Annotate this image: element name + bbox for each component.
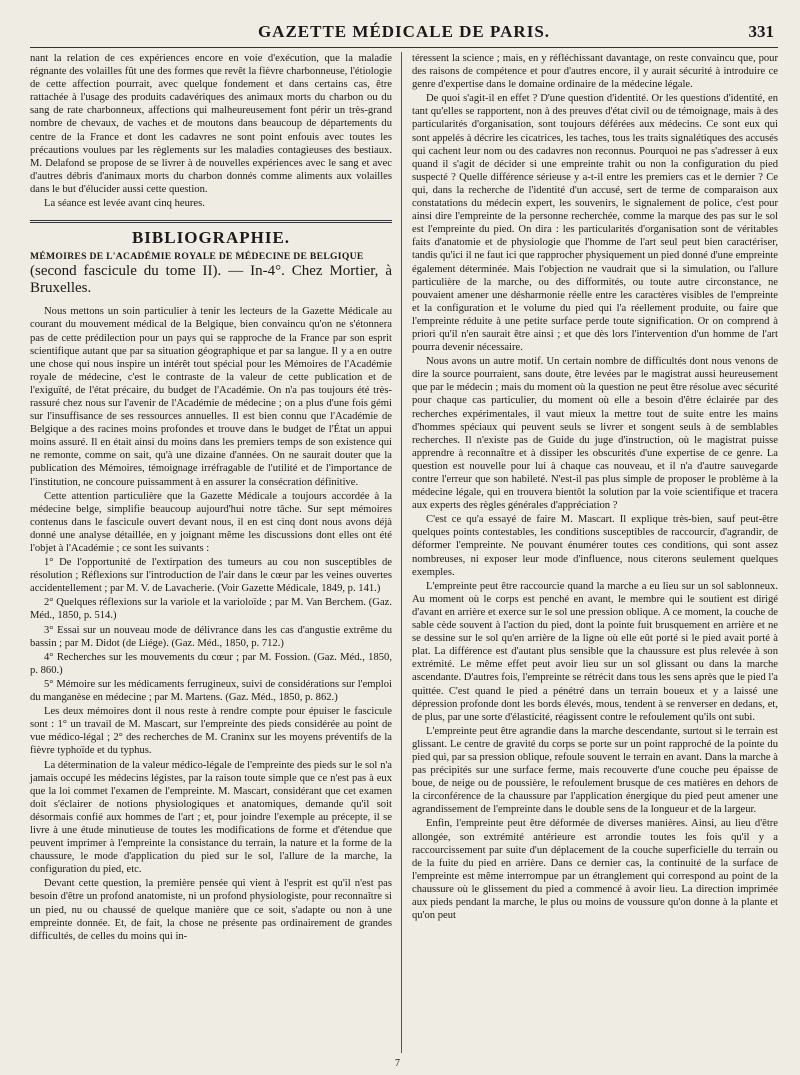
paragraph: C'est ce qu'a essayé de faire M. Mascart. Il explique très-bien, sauf peut-être quelques points contestables, les conditions susceptibles de raccourcir, d'agrandir, de déformer l'empreinte. Ne pouvant énumérer toutes ces conditions, qui sont assez nombreuses, ni exposer leur mode d'influence, nous citerons seulement quelques exemples. [412, 514, 778, 578]
review-subtitle: (second fascicule du tome II). — In-4°. Chez Mortier, à Bruxelles. [30, 263, 392, 297]
paragraph: La séance est levée avant cinq heures. [44, 198, 205, 210]
paragraph: L'empreinte peut être agrandie dans la marche descendante, surtout si le terrain est glissant. Le centre de gravité du corps se porte sur un point rapproché de la pointe du pied qui, par sa pression oblique, refoule souvent le terrain en avant. Dans la marche à pas précipités sur une surface ferme, mais recouverte d'une couche peu épaisse de boue, de neige ou de poussière, le refoulement brusque de ces matières en dehors de la circonférence de la chaussure par l'application énergique du pied peut amener une agrandissement de l'empreinte dans le double sens de la longueur et de la largeur. [412, 725, 778, 816]
paragraph: nant la relation de ces expériences encore en voie d'exécution, que la maladie régnante des volailles fût une des formes que revêt la fièvre charbonneuse, l'étiologie de cette affection pourrait, avec quelque fondement et dans certains cas, être rattachée à l'usage des produits cadavériques des animaux morts du charbon ou du sang de rate charbonneux, affections qui malheureusement font périr un très-grand nombre de chevaux, de vaches et de moutons dans beaucoup de départements du centre de la France et dont les cadavres ne sont point enfouis avec toutes les précautions voulues par les règlements sur les maladies contagieuses des bestiaux. M. Delafond se propose de se livrer à de nouvelles expériences avec le sang et avec d'autres débris d'animaux morts du charbon donnés comme aliments aux volailles dans le but d'élucider aussi cette question. [30, 53, 392, 195]
section-heading: BIBLIOGRAPHIE. [131, 228, 291, 248]
list-item: 2° Quelques réflexions sur la variole et la varioloïde ; par M. Van Berchem. (Gaz. Méd., 1850, p. 514.) [30, 597, 392, 622]
paragraph: L'empreinte peut être raccourcie quand la marche a eu lieu sur un sol sablonneux. Au moment où le corps est penché en avant, le membre qui le soutient est dirigé d'avant en arrière et exerce sur le sol une pression oblique. A ce moment, la couche de sable cède souvent à l'action du pied, dont la pointe fuit brusquement en arrière et ne se dessine sur le sol qu'en arrière de la ligne où elle eût porté si le pied avait porté à plat. La différence est d'autant plus sensible que la chaussure est plus relevée à son extrémité. Le même effet peut avoir lieu sur un sol glissant ou dans la marche ascendante. D'autres fois, l'empreinte se rétrécit dans tous les sens après que le pied l'a quittée. C'est quand le pied a pénétré dans un terrain boueux et y a laissé une dépression profonde dont les bords élevés, mous, tendent à se renverser en dedans, et, de plus, par une sorte d'élasticité, réagissent contre le refoulement qu'ils ont subi. [412, 580, 778, 723]
list-item: 5° Mémoire sur les médicaments ferrugineux, suivi de considérations sur l'emploi du manganèse en médecine ; par M. Martens. (Gaz. Méd., 1850, p. 862.) [30, 678, 392, 704]
column-divider [401, 52, 402, 1053]
paragraph: Nous avons un autre motif. Un certain nombre de difficultés dont nous venons de dire la source pourraient, sans doute, être levées par le magistrat aussi heureusement que par le médecin ; mais du moment où la question ne peut être résolue avec sécurité pour chaque cas particulier, du moment où elle a besoin d'être éclairée par des recherches expérimentales, il vaut mieux la mettre tout de suite entre les mains d'hommes spéciaux qui peuvent seuls se livrer et songent seuls à de semblables recherches. Il n'existe pas de Guide du juge d'instruction, où le magistrat puisse apprendre à reconnaître et à dissiper les obscurités d'une expertise de ce genre. La question est nouvelle pour lui à chaque cas nouveau, et il n'a d'autre sauvegarde contre l'erreur que son habileté. N'est-il pas plus simple de proposer le problème à la médecine légale, qui en trouvera bientôt la solution par la voie scientifique et tracera aux experts des règles générales d'appréciation ? [412, 356, 778, 512]
paragraph: Les deux mémoires dont il nous reste à rendre compte pour épuiser le fascicule sont : 1° un travail de M. Mascart, sur l'empreinte des pieds considérée au point de vue médico-légal ; 2° des recherches de M. Craninx sur les moyens préventifs de la fièvre typhoïde et du typhus. [30, 706, 392, 757]
list-item: 4° Recherches sur les mouvements du cœur ; par M. Fossion. (Gaz. Méd., 1850, p. 860.) [30, 651, 392, 676]
paragraph: De quoi s'agit-il en effet ? D'une question d'identité. Or les questions d'identité, en tant qu'elles se rapportent, non à des preuves d'état civil ou de témoignage, mais à des particularités d'organisation, sont toujours déférées aux médecins. Ce sont eux qui sont appelés à décrire les cicatrices, les taches, tous les traits signalétiques des accusés qui cachent leur nom ou des cadavres non reconnus. Pourquoi ne pas s'adresser à eux quand il s'agit de décider si une empreinte trahit ou non la configuration du pied suspecté ? Quelle différence sérieuse y a-t-il entre les premiers cas et le dernier ? Ce qui, dans la recherche de l'identité d'un accusé, sert de terme de comparaison aux constatations du médecin expert, les souvenirs, le signalement de police, c'est pour ainsi dire l'empreinte de la personne recherchée, comme la marque des pas sur le sol est l'empreinte du pied. On dira : les particularités d'organisation sont de véritables faits d'anatomie et de physiologie que l'homme de l'art seul peut bien caractériser, tandis qu'ici il ne faut ici que rapprocher physiquement un pied donné d'une empreinte également déterminée. Mais l'objection ne vaudrait que si la simulation, ou l'allure particulière de la marche, ou des difformités, ou toute autre circonstance, ne pouvaient amener une désharmonie réelle entre les caractères visibles de l'empreinte et la configuration et le volume du pied qui l'a réellement produite, ou faire que l'empreinte réduite à une petite surface perde toute signification. Or on comprend à priori qu'il n'en saurait être ainsi ; et que dès lors l'intervention d'un homme de l'art pourra devenir nécessaire. [412, 93, 778, 354]
paragraph: Enfin, l'empreinte peut être déformée de diverses manières. Ainsi, au lieu d'être allongée, son extrémité antérieure est arrondie toutes les fois qu'il y a raccourcissement par suite d'un déplacement de la couche superficielle du terrain ou de la fuite du pied en arrière. Dans ce dernier cas, la continuité de la surface de l'empreinte est même interrompue par un étranglement qui correspond au point de la chaussure où le glissement du pied a commencé à avoir lieu. La direction imprimée aux pieds pendant la marche, le plus ou moins de voussure qu'on donne à la plante et qu'on peut [412, 818, 778, 922]
section-rule [30, 220, 392, 223]
paragraph: Cette attention particulière que la Gazette Médicale a toujours accordée à la médecine belge, simplifie beaucoup aujourd'hui notre tâche. Sur sept mémoires contenus dans le fascicule ouvert devant nous, il en est cinq dont nous avons déjà donné une analyse détaillée, en y joignant même les discussions dont elles ont été l'objet à l'Académie ; ce sont les suivants : [30, 490, 392, 554]
list-item: 3° Essai sur un nouveau mode de délivrance dans les cas d'angustie extrême du bassin ; par M. Didot (de Liége). (Gaz. Méd., 1850, p. 712.) [30, 624, 392, 649]
paragraph: Nous mettons un soin particulier à tenir les lecteurs de la Gazette Médicale au courant du mouvement médical de la Belgique, bien convaincu qu'on ne s'étonnera pas de cette prédilection pour un pays qui se rapproche de la France par son esprit scientifique autant que par sa situation géographique et par sa langue. Il y a en outre une chose qui nous inspire un intérêt tout spécial pour les Mémoires de l'Académie royale de médecine, c'est le contraste de la valeur de cette publication et de l'exiguïté, de l'état précaire, du budget de l'Académie. On n'a pas toujours été très-rassuré chez nous sur l'avenir de l'Académie de médecine ; on a plus d'une fois gémi sur l'insuffisance de ses ressources annuelles. Il est bien connu que l'Académie de Belgique a des racines moins profondes et trouve dans le budget de l'État un appui moins assuré. Il en était ainsi du moins dans les premiers temps de son existence qui ne remonte, comme on sait, qu'à une dizaine d'années. On ne saurait douter que la publication des Mémoires, témoignage irréfragable de l'utilité et de l'importance de l'institution, ne concoure puissamment à en assurer la consécration définitive. [30, 306, 392, 488]
page-number: 331 [748, 22, 774, 41]
page-header [30, 18, 778, 46]
paragraph: La détermination de la valeur médico-légale de l'empreinte des pieds sur le sol n'a jamais occupé les médecins légistes, par la raison toute simple que ce n'est pas à eux que la loi commet l'examen de l'empreinte. M. Mascart, considérant que cet examen doit s'éclairer de notions physiologiques et anatomiques, demande qu'il soit désormais confié aux hommes de l'art ; et, pour joindre l'exemple au précepte, il se livre à une étude minutieuse de toutes les modifications de forme et d'étendue que peuvent imprimer à l'empreinte la consistance du terrain, la nature et la forme de la chaussure, le mode d'application du pied sur le sol, l'allure de la marche, la configuration du pied, etc. [30, 759, 392, 876]
paragraph: Devant cette question, la première pensée qui vient à l'esprit est qu'il n'est pas besoin d'être un profond anatomiste, ni un profond physiologiste, pour reconnaître si un pied, nu ou chaussé de quelque manière que ce soit, s'adapte ou non à une empreinte donnée. Et, de fait, la chose ne présente pas ordinairement de grandes difficultés, de celles du moins qui in- [30, 878, 392, 942]
footer-mark: 7 [395, 1058, 400, 1069]
review-title: MÉMOIRES DE L'ACADÉMIE ROYALE DE MÉDECINE DE BELGIQUE [30, 251, 364, 263]
list-item: 1° De l'opportunité de l'extirpation des tumeurs au cou non susceptibles de résolution ; Réflexions sur l'introduction de l'air dans le cœur par les veines ouvertes accidentellement ; par M. V. de Lavacherie. (Voir Gazette Médicale, 1849, p. 141.) [30, 557, 392, 595]
paragraph: téressent la science ; mais, en y réfléchissant davantage, on reste convaincu que, pour des raisons de compétence et pour d'autres encore, il y aurait sécurité à introduire ce genre d'expertise dans le domaine ordinaire de la médecine légale. [412, 53, 778, 91]
right-column [412, 52, 778, 923]
left-column [30, 52, 392, 944]
journal-title: GAZETTE MÉDICALE DE PARIS. [257, 22, 551, 41]
header-rule [30, 47, 778, 48]
